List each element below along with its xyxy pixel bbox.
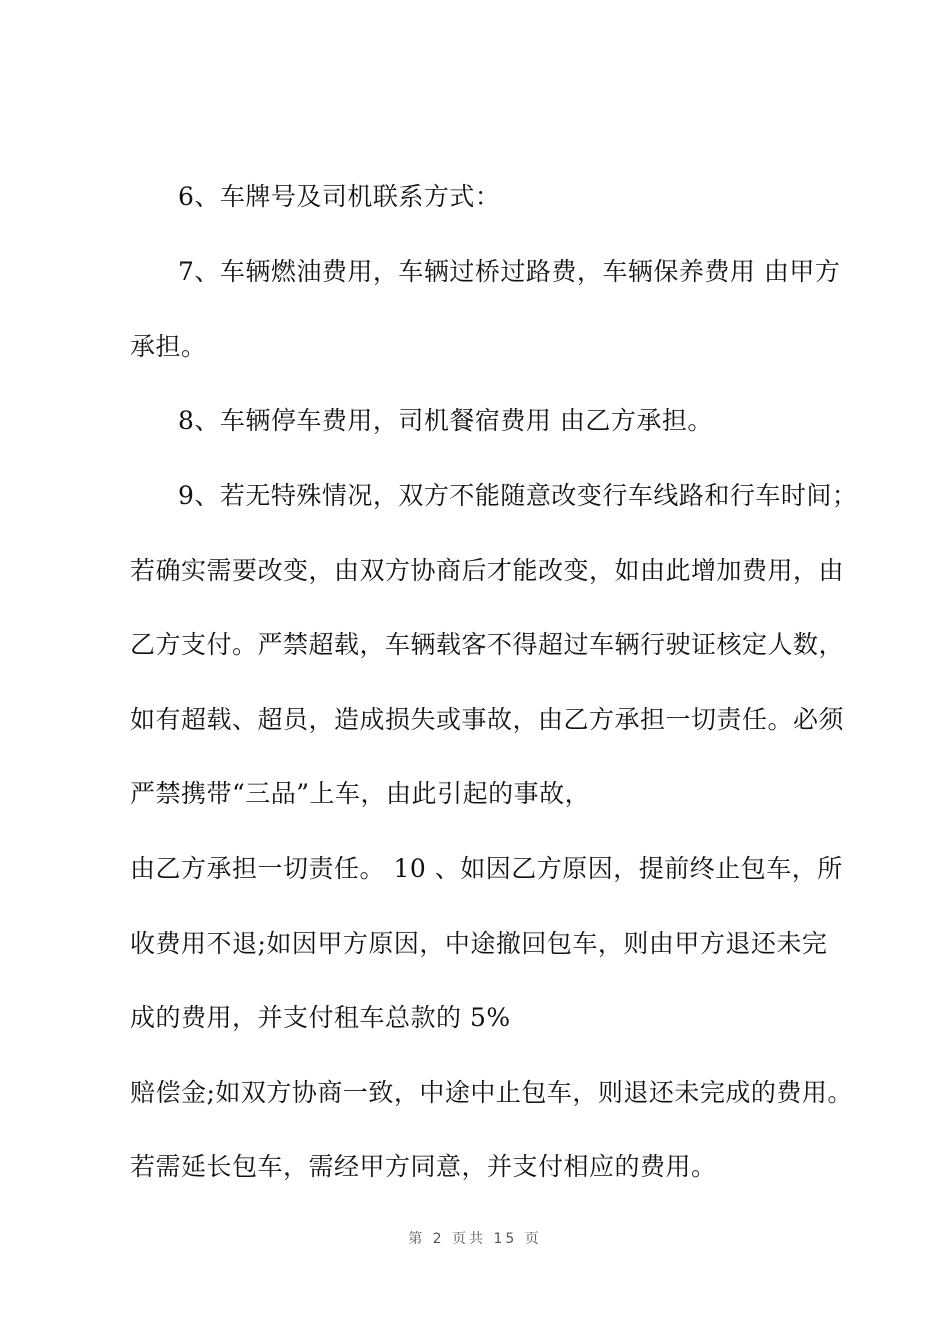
paragraph-item-7: 7、车辆燃油费用，车辆过桥过路费，车辆保养费用 由甲方	[178, 257, 841, 286]
paragraph-line: 如有超载、超员，造成损失或事故，由乙方承担一切责任。必须	[130, 705, 845, 734]
page-number-footer: 第 2 页共 15 页	[408, 1231, 542, 1247]
paragraph-line: 收费用不退;如因甲方原因，中途撤回包车，则由甲方退还未完	[130, 929, 828, 958]
paragraph-line: 由乙方承担一切责任。 10 、如因乙方原因，提前终止包车，所	[130, 854, 843, 883]
paragraph-line: 严禁携带“三品”上车，由此引起的事故，	[130, 779, 591, 808]
paragraph-line: 若确实需要改变，由双方协商后才能改变，如由此增加费用，由	[130, 556, 845, 585]
paragraph-line: 成的费用，并支付租车总款的 5%	[130, 1003, 511, 1032]
paragraph-line: 若需延长包车，需经甲方同意，并支付相应的费用。	[130, 1152, 717, 1181]
paragraph-line: 承担。	[130, 332, 207, 361]
paragraph-item-9: 9、若无特殊情况，双方不能随意改变行车线路和行车时间；	[178, 481, 858, 510]
paragraph-item-6: 6、车牌号及司机联系方式：	[178, 182, 501, 211]
paragraph-item-8: 8、车辆停车费用，司机餐宿费用 由乙方承担。	[178, 406, 713, 435]
paragraph-line: 乙方支付。严禁超载，车辆载客不得超过车辆行驶证核定人数，	[130, 630, 845, 659]
paragraph-line: 赔偿金;如双方协商一致，中途中止包车，则退还未完成的费用。	[130, 1078, 853, 1107]
